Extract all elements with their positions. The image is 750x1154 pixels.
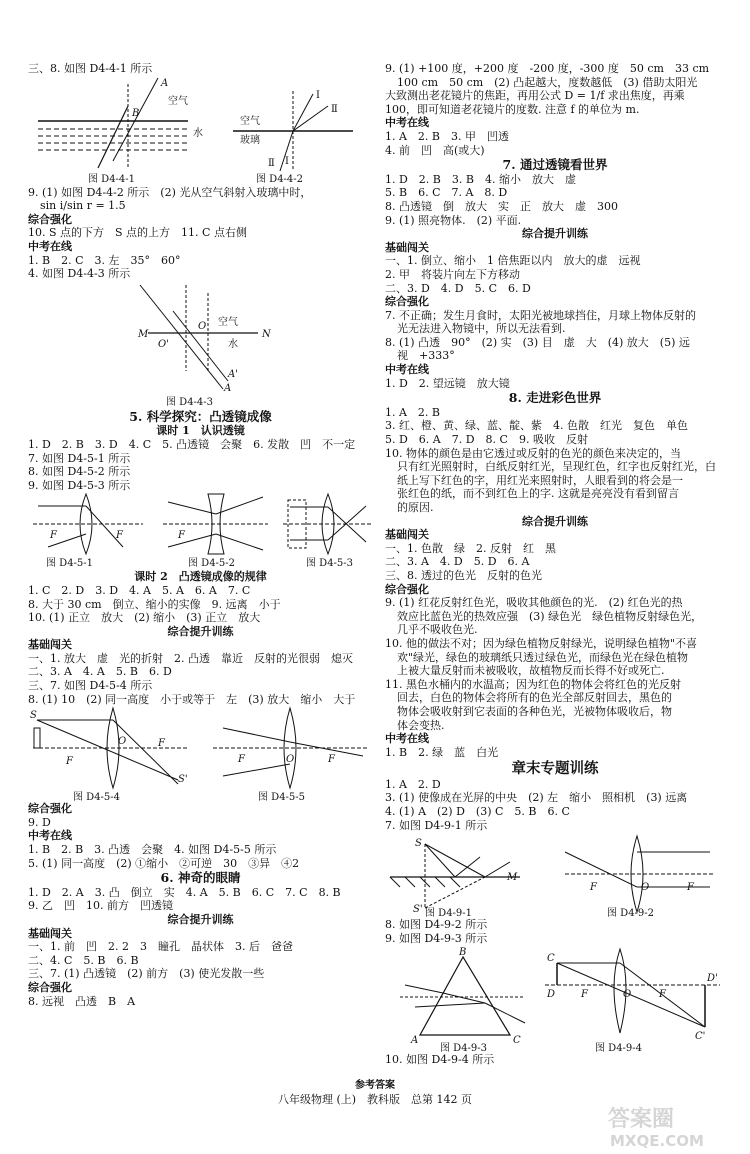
text-line: 回去，白色的物体会将所有的色光全部反射回去，黑色的 — [397, 691, 672, 705]
text-line: 9. 如图 D4-9-3 所示 — [385, 931, 488, 945]
label-o-prime: O' — [158, 338, 169, 350]
label-water: 水 — [228, 338, 238, 350]
label-c: C — [547, 953, 555, 965]
label-f: F — [590, 882, 597, 894]
caption: 图 D4-4-1 — [88, 173, 136, 185]
label-m: M — [507, 872, 518, 884]
text-line: 5. (1) 同一高度 (2) ①缩小 ②可逆 30 ③异 ④2 — [28, 856, 300, 870]
section-label: 基础闯关 — [385, 240, 429, 254]
text-line: 8. 如图 D4-9-2 所示 — [385, 918, 488, 932]
text-line: 三、8. 透过的色光 反射的色光 — [385, 568, 542, 582]
label-ii-2: Ⅱ — [268, 157, 275, 169]
figure-d4-9-1-and-2 — [385, 832, 725, 918]
label-f: F — [66, 756, 73, 768]
section-subheading: 综合提升训练 — [167, 624, 234, 638]
text-line: 11. 黑色水桶内的水温高；因为红色的物体会将红色的光反射 — [385, 677, 681, 691]
caption: 图 D4-5-4 — [73, 792, 121, 803]
text-line: 10. 他的做法不对；因为绿色植物反射绿光，说明绿色植物"不喜 — [385, 636, 698, 650]
label-glass: 玻璃 — [240, 134, 260, 146]
text-line: 视 +333° — [397, 349, 455, 363]
text-line: 5. B 6. C 7. A 8. D — [385, 186, 508, 200]
label-o: O — [286, 754, 295, 766]
section-label: 综合强化 — [28, 802, 72, 816]
text-line: 1. A 2. D — [385, 777, 441, 791]
text-line: 二、3. A 4. D 5. D 6. A — [385, 555, 530, 569]
watermark-bottom: MXQE.COM — [610, 1132, 704, 1150]
text-line: 欢"绿光，绿色的玻璃纸只透过绿色光，而绿色光在绿色植物 — [397, 650, 689, 664]
label-b: B — [459, 947, 467, 959]
section-heading: 7. 通过透镜看世界 — [502, 157, 608, 173]
text-line: 8. 远视 凸透 B A — [28, 994, 136, 1008]
text-line: 一、1. 前 凹 2. 2 3 瞳孔 晶状体 3. 后 爸爸 — [28, 940, 293, 954]
label-s: S — [30, 710, 37, 722]
text-line: 光无法进入物镜中，所以无法看到. — [397, 322, 566, 336]
section-label: 综合强化 — [385, 295, 429, 309]
caption: 图 D4-5-3 — [306, 558, 354, 570]
text-line: 二、3. A 4. A 5. B 6. D — [28, 665, 172, 679]
text-line: 二、4. C 5. B 6. B — [28, 953, 139, 967]
chapter-heading: 章末专题训练 — [511, 760, 599, 778]
caption: 图 D4-5-2 — [188, 558, 236, 570]
convex-lens-diagram-3 — [283, 494, 371, 569]
text-line: 10. S 点的下方 S 点的上方 11. C 点右侧 — [28, 226, 247, 240]
label-n: N — [262, 328, 271, 340]
figure-d4-5-4-and-5 — [28, 706, 373, 802]
section-label: 基础闯关 — [28, 926, 72, 940]
label-s-prime: S' — [413, 904, 423, 916]
text-line: 9. (1) 照亮物体. (2) 平面. — [385, 213, 522, 227]
text-line: 9. 如图 D4-5-3 所示 — [28, 478, 131, 492]
figure-d4-4-1-and-2 — [28, 76, 373, 186]
label-d: D — [547, 989, 556, 1001]
text-line: 1. A 2. B — [385, 405, 441, 419]
text-line: 1. D 2. A 3. 凸 倒立 实 4. A 5. B 6. C 7. C 8. B — [28, 885, 341, 899]
label-o: O — [641, 882, 650, 894]
label-i: I — [316, 89, 320, 101]
footer-title: 参考答案 — [355, 1080, 395, 1091]
text-line: 体会变热. — [397, 718, 445, 732]
text-line: 8. (1) 凸透 90° (2) 实 (3) 目 虚 大 (4) 放大 (5) 远 — [385, 335, 690, 349]
text-line: 4. (1) A (2) D (3) C 5. B 6. C — [385, 805, 570, 819]
text-line: 一、1. 放大 虚 光的折射 2. 凸透 靠近 反射的光很弱 熄灭 — [28, 651, 353, 665]
candle-lens-diagram — [30, 708, 188, 802]
label-f: F — [50, 530, 57, 542]
text-line: 大致测出老花镜片的焦距，再用公式 D = 1/f 求出焦度，再乘 — [385, 89, 685, 103]
caption: 图 D4-9-3 — [440, 1043, 488, 1054]
text-line: sin i/sin r = 1.5 — [40, 199, 126, 213]
label-a-prime: A' — [228, 368, 238, 380]
label-s: S — [415, 838, 422, 850]
section-subheading: 综合提升训练 — [522, 227, 588, 241]
text-line: 100，即可知道老花镜片的度数. 注意 f 的单位为 m. — [385, 102, 640, 116]
label-c-prime: C' — [695, 1031, 706, 1043]
text-line: 效应比蓝色光的热效应强 (3) 绿色光 绿色植物反射绿色光， — [397, 609, 703, 623]
text-line: 9. (1) 如图 D4-4-2 所示 (2) 光从空气斜射入玻璃中时， — [28, 185, 312, 199]
section-label: 基础闯关 — [28, 638, 72, 652]
label-o: O — [118, 736, 127, 748]
caption: 图 D4-9-4 — [595, 1043, 643, 1054]
label-b: B — [132, 107, 140, 119]
caption: 图 D4-4-2 — [256, 173, 304, 185]
label-f: F — [238, 754, 245, 766]
section-label: 中考在线 — [28, 829, 72, 843]
text-line: 7. 如图 D4-5-1 所示 — [28, 451, 131, 465]
label-f-2: F — [687, 882, 694, 894]
label-f: F — [116, 530, 123, 542]
concave-lens-diagram — [163, 494, 268, 569]
text-line: 9. (1) 红花反射红色光，吸收其他颜色的光. (2) 红色光的热 — [385, 596, 683, 610]
label-a: A — [411, 1035, 419, 1047]
glass-diagram — [233, 90, 353, 185]
label-f-2: F — [659, 989, 666, 1001]
text-line: 1. B 2. C 3. 左 35° 60° — [28, 253, 181, 267]
section-subheading: 课时 1 认识透镜 — [156, 424, 245, 438]
left-column — [28, 62, 373, 1008]
text-line: 三、7. 如图 D4-5-4 所示 — [28, 679, 153, 693]
section-label: 综合强化 — [28, 212, 72, 226]
label-f: F — [581, 989, 588, 1001]
caption: 图 D4-5-1 — [46, 558, 94, 570]
lens-diagram — [565, 836, 715, 918]
text-line: 7. 不正确；发生月食时，太阳光被地球挡住，月球上物体反射的 — [385, 308, 696, 322]
text-line: 物体会吸收射到它表面的各种色光，光被物体吸收后，物 — [397, 704, 672, 718]
label-i-2: I — [285, 155, 289, 167]
label-f-2: F — [158, 738, 165, 750]
figure-d4-5-1-to-3 — [28, 492, 373, 570]
text-line: 8. 如图 D4-5-2 所示 — [28, 465, 131, 479]
section-heading: 5. 科学探究：凸透镜成像 — [129, 408, 272, 424]
text-line: 2. 甲 将装片向左下方移动 — [385, 267, 520, 281]
text-line: 1. C 2. D 3. D 4. A 5. A 6. A 7. C — [28, 583, 251, 597]
text-line: 张红色的纸，而不到红色上的字. 这就是亮亮没有看到留言 — [397, 487, 679, 501]
text-line: 三、7. (1) 凸透镜 (2) 前方 (3) 使光发散一些 — [28, 967, 265, 981]
lens-image-diagram — [545, 949, 720, 1053]
section-label: 中考在线 — [385, 363, 429, 377]
caption: 图 D4-9-1 — [425, 908, 473, 919]
text-line: 8. (1) 10 (2) 同一高度 小于或等于 左 (3) 放大 缩小 大于 — [28, 692, 356, 706]
label-air: 空气 — [218, 316, 238, 328]
section-subheading: 综合提升训练 — [522, 514, 588, 528]
text-line: 3. 红、橙、黄、绿、蓝、靛、紫 4. 色散 红光 复色 单色 — [385, 419, 688, 433]
prism-diagram — [400, 947, 525, 1053]
label-f-2: F — [328, 754, 335, 766]
label-air: 空气 — [240, 115, 260, 127]
text-line: 8. 大于 30 cm 倒立、缩小的实像 9. 远离 小于 — [28, 597, 281, 611]
label-air: 空气 — [168, 95, 188, 107]
section-subheading: 课时 2 凸透镜成像的规律 — [134, 570, 267, 584]
section-label: 中考在线 — [385, 116, 429, 130]
section-label: 基础闯关 — [385, 528, 429, 542]
footer-line: 八年级物理 (上) 教科版 总第 142 页 — [277, 1093, 473, 1106]
section-heading: 8. 走进彩色世界 — [508, 390, 602, 406]
text-line: 1. D 2. 望远镜 放大镜 — [385, 376, 510, 390]
text-line: 100 cm 50 cm (2) 凸起越大，度数越低 (3) 借助太阳光 — [397, 75, 698, 89]
text-line: 7. 如图 D4-9-1 所示 — [385, 818, 488, 832]
text-line: 4. 如图 D4-4-3 所示 — [28, 267, 131, 281]
label-d-prime: D' — [707, 973, 718, 985]
section-label: 中考在线 — [28, 239, 72, 253]
text-line: 一、1. 色散 绿 2. 反射 红 黑 — [385, 541, 556, 555]
label-s-prime: S' — [178, 774, 188, 786]
text-line: 二、3. D 4. D 5. C 6. D — [385, 281, 531, 295]
label-a: A — [161, 77, 169, 89]
label-f: F — [178, 530, 185, 542]
caption: 图 D4-9-2 — [607, 908, 655, 919]
text-line: 5. D 6. A 7. D 8. C 9. 吸收 反射 — [385, 433, 588, 447]
text-line: 10. (1) 正立 放大 (2) 缩小 (3) 正立 放大 — [28, 611, 261, 625]
text-line: 1. D 2. B 3. D 4. C 5. 凸透镜 会聚 6. 发散 凹 不一定 — [28, 437, 356, 451]
text-line: 10. 物体的颜色是由它透过或反射的色光的颜色来决定的，当 — [385, 446, 681, 460]
text-line: 3. (1) 使像成在光屏的中央 (2) 左 缩小 照相机 (3) 远离 — [385, 791, 688, 805]
text-line: 的原因. — [397, 501, 434, 514]
text-line: 1. D 2. B 3. B 4. 缩小 放大 虚 — [385, 172, 576, 186]
right-column — [385, 62, 725, 1067]
watermark-logo — [588, 1100, 738, 1150]
mirror-diagram — [390, 838, 520, 918]
label-o: O — [623, 989, 632, 1001]
text-line: 上被大量反射而未被吸收，故植物反而长得不好或死亡. — [397, 664, 665, 678]
figure-d4-9-3-and-4 — [385, 945, 725, 1053]
text-line: 纸上写下红色的字，用红光来照射时，人眼看到的将会是一 — [397, 473, 683, 487]
label-water: 水 — [193, 127, 203, 139]
text-line: 10. 如图 D4-9-4 所示 — [385, 1053, 495, 1067]
text-line: 9. D — [28, 815, 51, 829]
section-subheading: 综合提升训练 — [167, 913, 234, 926]
text-line: 8. 凸透镜 倒 放大 实 正 放大 虚 300 — [385, 199, 618, 213]
convex-lens-diagram — [33, 494, 143, 569]
text-line: 只有红光照射时，白纸反射红光，呈现红色，红字也反射红光，白 — [397, 460, 716, 474]
text-line: 1. A 2. B 3. 甲 凹透 — [385, 129, 510, 143]
label-a: A — [224, 382, 232, 394]
caption: 图 D4-4-3 — [166, 396, 214, 408]
text-line: 9. (1) +100 度，+200 度 -200 度，-300 度 50 cm 33 cm — [385, 62, 710, 75]
section-label: 综合强化 — [385, 582, 429, 596]
text-line: 几乎不吸收色光. — [397, 623, 478, 637]
label-ii: Ⅱ — [331, 103, 338, 115]
caption: 图 D4-5-5 — [258, 792, 306, 803]
text-line: 一、1. 倒立、缩小 1 倍焦距以内 放大的虚 远视 — [385, 254, 641, 268]
section-heading: 6. 神奇的眼睛 — [160, 870, 241, 886]
figure-d4-4-3 — [28, 281, 373, 409]
text-line: 9. 乙 凹 10. 前方 凹透镜 — [28, 899, 173, 913]
label-m: M — [138, 328, 149, 340]
label-o: O — [198, 320, 207, 332]
watermark-top: 答案圈 — [608, 1107, 675, 1132]
text-line: 三、8. 如图 D4-4-1 所示 — [28, 62, 153, 75]
section-label: 中考在线 — [385, 732, 429, 746]
text-line: 4. 前 凹 高(或大) — [385, 143, 485, 157]
lens-ray-diagram — [213, 708, 368, 802]
label-c: C — [513, 1035, 521, 1047]
text-line: 1. B 2. B 3. 凸透 会聚 4. 如图 D4-5-5 所示 — [28, 843, 277, 857]
section-label: 综合强化 — [28, 980, 72, 994]
water-diagram — [38, 78, 203, 185]
text-line: 1. B 2. 绿 蓝 白光 — [385, 745, 499, 759]
